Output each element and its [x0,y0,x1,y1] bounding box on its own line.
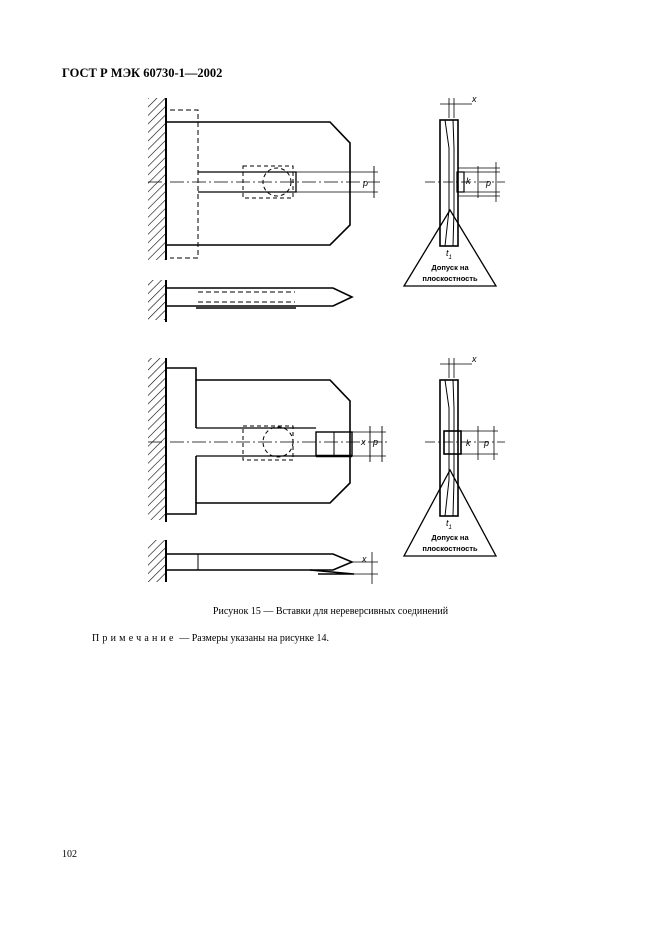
document-header: ГОСТ Р МЭК 60730-1—2002 [62,66,223,80]
bottom-insert-side-view [148,540,378,584]
dim-label-x-bottom-side: x [362,554,367,564]
page-number: 102 [62,849,77,860]
tolerance-label-bottom-line1: Допуск на [431,533,469,542]
figure-caption: Рисунок 15 — Вставки для нереверсивных соединений [212,606,449,617]
tolerance-label-top-line2: плоскостность [422,274,478,283]
t1-label-bottom: $t_1$ [446,518,452,531]
tolerance-label-bottom-line2: плоскостность [422,544,478,553]
note-text: — Размеры указаны на рисунке 14. [176,633,329,644]
top-insert-side-view [148,280,352,322]
dim-label-k-bottom-section: k [466,438,471,448]
bottom-insert-plan-view [148,358,390,522]
dim-label-p-bottom-plan: p [373,437,379,447]
t1-label-top: $t_1$ [446,248,452,261]
dim-label-x-bottom-plan: x [361,437,366,447]
bottom-insert-section-view [404,358,505,556]
dim-label-p-bottom-section: p [484,438,490,448]
tolerance-label-top-line1: Допуск на [431,263,469,272]
note-label: Примечание [92,633,177,644]
dim-label-p-top-section: p [486,178,492,188]
dim-label-x-bottom-section: x [472,354,477,364]
dim-label-x-top-section: x [472,94,477,104]
note [92,633,329,644]
top-insert-section-view [404,98,505,286]
dim-label-k-top-section: k [466,176,471,186]
dim-label-p-top-plan: p [363,178,369,188]
top-insert-plan-view [148,98,380,260]
